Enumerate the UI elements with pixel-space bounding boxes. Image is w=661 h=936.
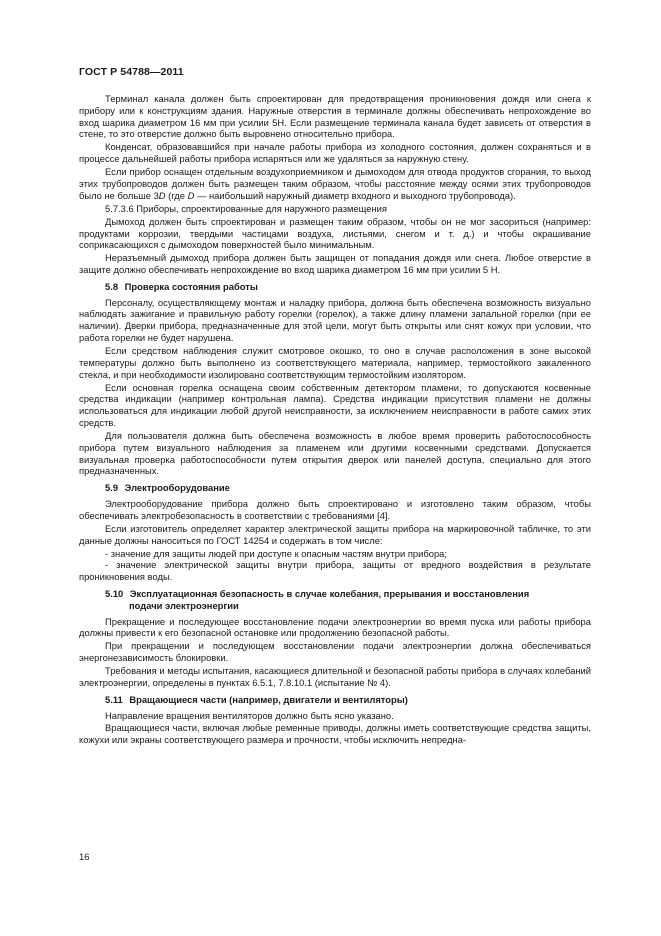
variable-d: D	[158, 189, 166, 201]
paragraph: Направление вращения вентиляторов должно быть ясно указано.	[105, 709, 394, 721]
paragraph: Если средством наблюдения служит смотровое окошко, то оно в случае расположения в зоне высокой температуры должно быть выполнено из соответствующего материала, например, термостойкого закаленного стекла, и при необходимости изолировано соответствующим термостойким изолятором.	[79, 345, 591, 380]
document-header: ГОСТ Р 54788—2011	[79, 66, 184, 78]
page-number: 16	[79, 851, 90, 862]
variable-d: D	[187, 189, 195, 201]
section-number: 5.8	[105, 280, 119, 292]
section-heading-5-8	[79, 281, 591, 293]
paragraph: Если основная горелка оснащена своим собственным детектором пламени, то допускаются косвенные средства индикации (например контрольная лампа). Средства индикации присутствия пламени не должны использоваться для индикации любой другой неисправности, за исключением неисправности в работе самих этих средств.	[79, 381, 591, 429]
section-heading-5-11	[79, 694, 591, 706]
paragraph: При прекращении и последующем восстановлении подачи электроэнергии должна обеспечиваться энергонезависимость блокировки.	[79, 640, 591, 664]
paragraph: Конденсат, образовавшийся при начале работы прибора из холодного состояния, должен сохраняться и в процессе дальнейшей работы прибора испаряться или же удаляться за наружную стену.	[79, 141, 591, 165]
paragraph: Терминал канала должен быть спроектирован для предотвращения проникновения дождя или снега к прибору или к конструкциям здания. Наружные отверстия в терминале должны обеспечивать непрохождение во вход шарика диаметром 16 мм при усилии 5Н. Если размещение терминала канала будет зависеть от отверстия в стене, то это отверстие должно быть выровнено относительно прибора.	[79, 93, 591, 140]
paragraph: Вращающиеся части, включая любые ременные приводы, должны иметь соответствующие средства защиты, кожухи или экраны соответствующего размера и прочности, чтобы исключить непредна-	[79, 722, 591, 746]
section-title-line2: подачи электроэнергии	[129, 599, 239, 611]
paragraph: Если изготовитель определяет характер электрической защиты прибора на маркировочной табличке, то эти данные должны наноситься по ГОСТ 14254 и содержать в том числе:	[79, 522, 591, 546]
section-number: 5.10	[105, 587, 124, 599]
section-heading-line	[105, 588, 529, 599]
paragraph	[79, 166, 591, 201]
section-heading-5-9	[79, 482, 591, 494]
subsection-heading: 5.7.3.6 Приборы, спроектированные для наружного размещения	[105, 202, 387, 214]
section-title: Электрооборудование	[124, 482, 230, 494]
paragraph: Прекращение и последующее восстановление подачи электроэнергии во время пуска или работы прибора должны привести к его безопасной остановке или продолжению безопасной работы.	[79, 615, 591, 639]
section-heading-5-10	[79, 588, 591, 612]
paragraph: Неразъемный дымоход прибора должен быть защищен от попадания дождя или снега. Любое отверстие в защите должно обеспечивать непрохождение во вход шарика диаметром 16 мм при усилии 5 Н.	[79, 252, 591, 276]
document-body	[79, 93, 591, 746]
section-title: Проверка состояния работы	[124, 280, 258, 292]
paragraph: Для пользователя должна быть обеспечена возможность в любое время проверить работоспособность прибора путем визуального наблюдения за пламенем или другими косвенными средствами. Допускается визуальная проверка работоспособности путем открытия дверок или панелей доступа, специально для этого предназначенных.	[79, 430, 591, 477]
text-run: — наибольший наружный диаметр входного и выходного трубопровода).	[194, 189, 516, 201]
paragraph: Электрооборудование прибора должно быть спроектировано и изготовлено таким образом, чтобы обеспечивать электробезопасность в соответствии с требованиями [4].	[79, 498, 591, 521]
text-run: Если прибор оснащен отдельным воздухоприемником и дымоходом для отвода продуктов сгорания, то выход этих трубопроводов должен быть размещен таким образом, чтобы расстояние между осями этих трубопроводов было не больше 3	[79, 166, 591, 201]
section-number: 5.11	[105, 693, 123, 705]
list-item: - значение электрической защиты внутри прибора, защиты от вредного воздействия в результате проникновения воды.	[79, 559, 591, 583]
paragraph: Дымоход должен быть спроектирован и размещен таким образом, чтобы он не мог засориться (например: продуктами коррозии, твердыми частицами воздуха, листьями, снегом и т. д.) и чтобы окрашивание соприкасающихся с дымоходом поверхностей было минимальным.	[79, 215, 591, 251]
text-run: (где	[165, 189, 188, 201]
paragraph: Требования и методы испытания, касающиеся длительной и безопасной работы прибора в случаях колебаний электроэнергии, определены в пунктах 6.5.1, 7.8.10.1 (испытание № 4).	[79, 665, 591, 688]
list-item: - значение для защиты людей при доступе к опасным частям внутри прибора;	[105, 547, 447, 559]
section-number: 5.9	[105, 482, 119, 494]
paragraph: Персоналу, осуществляющему монтаж и наладку прибора, должна быть обеспечена возможность визуально наблюдать зажигание и правильную работу горелки (горелок), а также длину пламени запальной горелки (при ее наличии). Дверки прибора, предназначенные для этой цели, могут быть открыты или снят кожух при условии, что работа горелки не будет нарушена.	[79, 296, 591, 344]
section-title: Вращающиеся части (например, двигатели и вентиляторы)	[129, 693, 408, 705]
section-title: Эксплуатационная безопасность в случае колебания, прерывания и восстановления	[129, 587, 530, 599]
